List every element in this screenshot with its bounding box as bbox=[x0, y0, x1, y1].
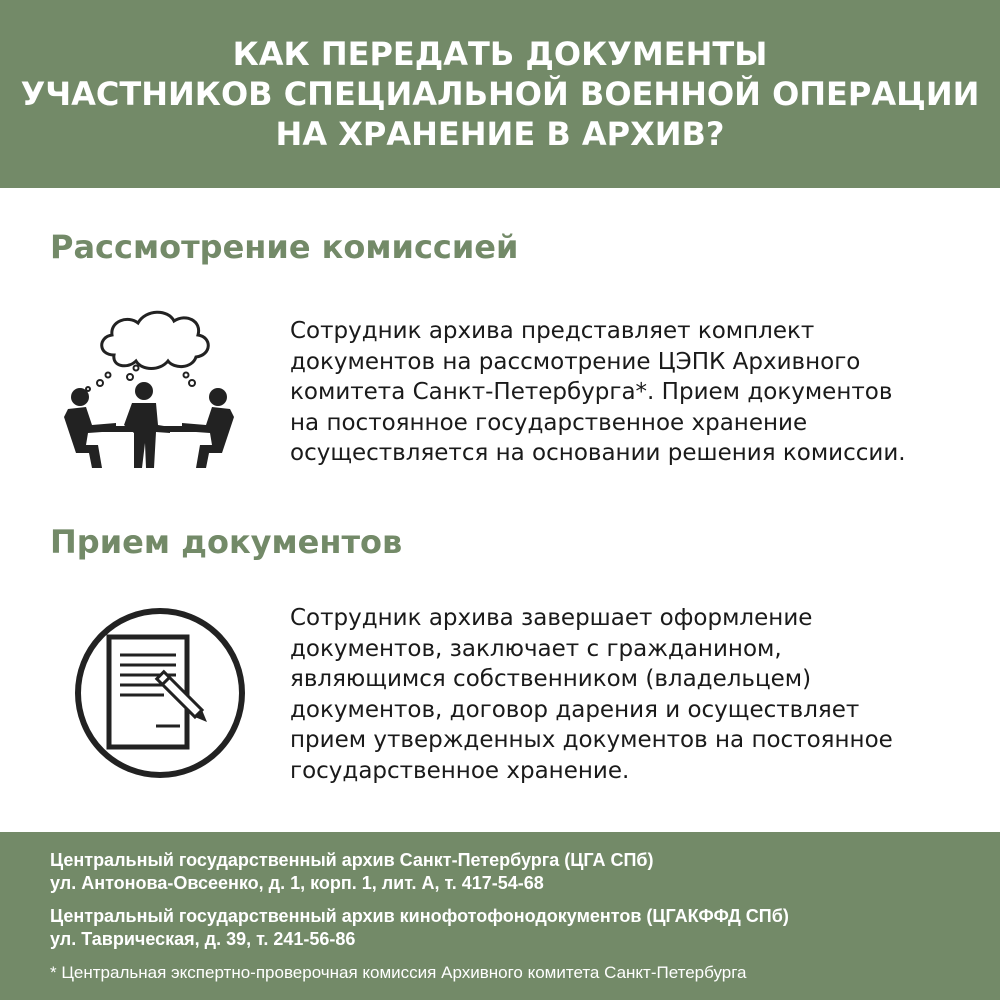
commission-text-line: Сотрудник архива представляет комплект bbox=[290, 318, 815, 344]
acceptance-text-line: государственное хранение. bbox=[290, 757, 630, 784]
page-title-line-3: НА ХРАНЕНИЕ В АРХИВ? bbox=[275, 115, 725, 153]
acceptance-text-line: являющимся собственником (владельцем) bbox=[290, 666, 812, 692]
archive-2-address: ул. Таврическая, д. 39, т. 241-56-86 bbox=[50, 929, 356, 949]
page-title-line-1: КАК ПЕРЕДАТЬ ДОКУМЕНТЫ bbox=[232, 35, 768, 73]
acceptance-text-line: Сотрудник архива завершает оформление bbox=[290, 605, 813, 631]
footnote: * Центральная экспертно-проверочная комиссия Архивного комитета Санкт-Петербурга bbox=[50, 963, 747, 982]
commission-description bbox=[290, 316, 906, 469]
commission-text-line: на постоянное государственное хранение bbox=[290, 409, 808, 436]
archive-1-name: Центральный государственный архив Санкт-Петербурга (ЦГА СПб) bbox=[50, 850, 654, 870]
section-title-acceptance: Прием документов bbox=[50, 523, 403, 561]
section-title-commission: Рассмотрение комиссией bbox=[50, 228, 519, 266]
page-title-line-2: УЧАСТНИКОВ СПЕЦИАЛЬНОЙ ВОЕННОЙ ОПЕРАЦИИ bbox=[20, 75, 980, 113]
footer-contacts bbox=[0, 832, 1000, 1000]
document-signing-icon bbox=[72, 605, 248, 785]
archive-1-address: ул. Антонова-Овсеенко, д. 1, корп. 1, лит. А, т. 417-54-68 bbox=[50, 873, 544, 893]
commission-text-line: документов на рассмотрение ЦЭПК Архивного bbox=[290, 348, 861, 375]
commission-text-line: комитета Санкт-Петербурга*. Прием документов bbox=[290, 379, 893, 405]
header-banner bbox=[0, 0, 1000, 188]
archive-2-name: Центральный государственный архив кинофотофонодокументов (ЦГАКФФД СПб) bbox=[50, 906, 789, 926]
acceptance-description bbox=[290, 603, 893, 786]
commission-text-line: осуществляется на основании решения комиссии. bbox=[290, 440, 906, 466]
acceptance-text-line: прием утвержденных документов на постоянное bbox=[290, 727, 893, 753]
acceptance-text-line: документов, договор дарения и осуществляет bbox=[290, 696, 860, 723]
meeting-icon bbox=[58, 305, 248, 479]
acceptance-text-line: документов, заключает с гражданином, bbox=[290, 635, 782, 662]
